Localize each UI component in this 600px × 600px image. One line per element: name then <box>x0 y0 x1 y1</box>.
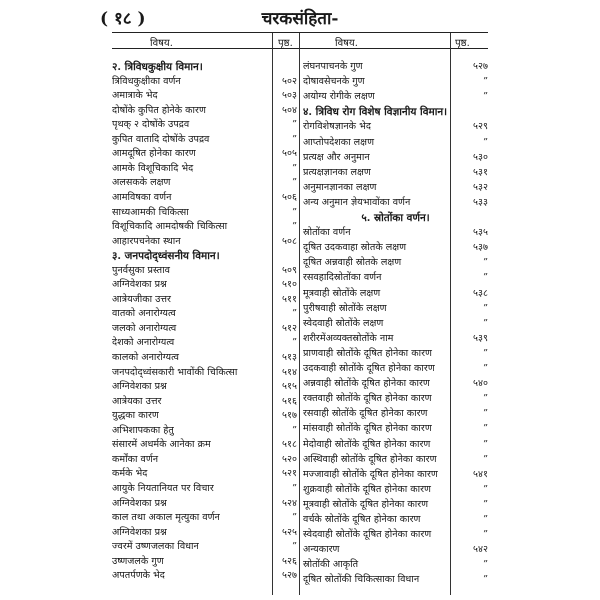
entry-page-number: ५१२ <box>282 322 297 334</box>
entry-subject: वर्चके स्रोतोंके दूषित होनेका कारण <box>303 514 421 525</box>
entry-subject: मज्जावाही स्रोतोंके दूषित होनेका कारण <box>303 468 438 480</box>
entry-subject: मूत्रवाही स्रोतोंके दूषित होनेका कारण <box>303 498 429 510</box>
entry-page-number: ” <box>483 514 488 525</box>
entry-subject: आहारपचनेका स्थान <box>112 235 181 247</box>
entry-page-number: ५२७ <box>282 570 297 582</box>
index-entry <box>112 176 297 190</box>
entry-subject: उष्णजलके गुण <box>112 555 164 567</box>
entry-subject: स्रोतोंका वर्णन <box>303 227 351 239</box>
entry-page-number: ५२७ <box>473 61 488 72</box>
entry-page-number: ५४० <box>473 378 488 390</box>
section-title: ५. स्रोतोंका वर्णन। <box>361 212 430 224</box>
entry-subject: पुनर्वसुका प्रस्ताव <box>112 264 170 276</box>
entry-subject: दूषित अन्नवाही स्रोतके लक्षण <box>303 257 402 269</box>
entry-subject: काल तथा अकाल मृत्युका वर्णन <box>112 512 220 524</box>
entry-subject: आमदूषित होनेका कारण <box>112 148 196 160</box>
header-rule-top <box>112 32 488 33</box>
running-title: चरकसंहिता- <box>261 9 339 29</box>
entry-subject: अग्निवेशका प्रश्न <box>112 497 167 509</box>
entry-page-number: ” <box>483 423 488 435</box>
entry-page-number: ५३३ <box>473 196 488 208</box>
entry-page-number: ५०८ <box>282 235 297 247</box>
entry-page-number: ५१७ <box>282 410 297 422</box>
index-entry <box>112 395 297 409</box>
index-entry <box>303 347 488 361</box>
index-entry <box>112 322 297 336</box>
entry-page-number: ५४२ <box>473 544 488 556</box>
entry-page-number: ५२९ <box>473 121 488 133</box>
entry-page-number: ” <box>483 76 488 88</box>
entry-subject: अपतर्पणके भेद <box>112 570 165 582</box>
index-entry <box>112 89 297 103</box>
entry-page-number: ५३० <box>473 151 488 163</box>
index-entry <box>303 422 488 436</box>
entry-page-number: ५११ <box>282 293 297 305</box>
index-entry <box>303 407 488 421</box>
section-heading <box>303 105 488 119</box>
entry-page-number: ” <box>483 91 488 103</box>
index-entry <box>303 60 488 74</box>
index-entry <box>303 196 488 210</box>
index-entry <box>303 181 488 195</box>
entry-page-number: ५३९ <box>473 332 488 344</box>
index-entry <box>112 75 297 89</box>
index-entry <box>112 293 297 307</box>
section-heading <box>112 60 297 74</box>
entry-page-number: ” <box>483 363 488 374</box>
entry-subject: अयोग्य रोगीके लक्षण <box>303 91 375 103</box>
entry-page-number: ” <box>292 133 297 145</box>
entry-page-number: ५०५ <box>282 148 297 160</box>
entry-subject: स्वेदवाही स्रोतोंके लक्षण <box>303 317 384 329</box>
index-entry <box>112 336 297 350</box>
index-entry <box>112 438 297 452</box>
entry-page-number: ५२१ <box>282 468 297 480</box>
entry-subject: स्रोतोंकी आकृति <box>303 559 359 571</box>
entry-subject: मांसवाही स्रोतोंके दूषित होनेका कारण <box>303 423 432 435</box>
entry-page-number: ५३७ <box>473 242 488 254</box>
entry-subject: प्रत्यक्ष और अनुमान <box>303 151 370 163</box>
entry-page-number: ” <box>292 424 297 436</box>
entry-subject: दूषित उदकवाहा स्रोतके लक्षण <box>303 242 407 254</box>
index-entry <box>112 569 297 583</box>
entry-subject: दूषित स्रोतोंकी चिकित्साका विधान <box>303 574 420 586</box>
index-entry <box>112 220 297 234</box>
entry-page-number: ५०४ <box>282 104 297 116</box>
index-entry <box>303 317 488 331</box>
entry-page-number: ५०९ <box>282 264 297 276</box>
index-entry <box>112 104 297 118</box>
entry-page-number: ” <box>483 347 488 359</box>
entry-subject: उदकवाही स्रोतोंके दूषित होनेका कारण <box>303 363 435 374</box>
index-entry <box>303 271 488 285</box>
entry-page-number: ५१३ <box>282 352 297 363</box>
page-number: ( १८ ) <box>100 9 146 29</box>
entry-subject: युद्धका कारण <box>112 410 159 422</box>
entry-subject: देशको अनारोग्यत्व <box>112 337 175 349</box>
entry-page-number: ” <box>483 302 488 314</box>
index-entry <box>303 558 488 572</box>
entry-page-number: ” <box>292 206 297 218</box>
entry-page-number: ” <box>292 482 297 494</box>
entry-page-number: ” <box>292 512 297 524</box>
entry-page-number: ५०६ <box>282 191 297 203</box>
entry-subject: रसवाही स्रोतोंके दूषित होनेका कारण <box>303 408 428 420</box>
entry-subject: जलको अनारोग्यत्व <box>112 322 177 334</box>
entry-page-number: ” <box>483 574 488 586</box>
entry-subject: अन्य अनुमान ज्ञेयभावोंका वर्णन <box>303 196 411 208</box>
entry-page-number: ५३८ <box>473 287 488 299</box>
index-entry <box>112 380 297 394</box>
entry-page-number: ५२४ <box>282 497 297 509</box>
entry-page-number: ” <box>292 221 297 233</box>
section-title: ३. जनपदोद्ध्वंसनीय विमान। <box>112 250 220 263</box>
entry-subject: विशूचिकादि आमदोषकी चिकित्सा <box>112 221 228 233</box>
index-entry <box>112 366 297 380</box>
index-entry <box>303 241 488 255</box>
entry-subject: मूत्रवाही स्रोतोंके लक्षण <box>303 287 381 299</box>
entry-subject: शरीरमेंअव्यक्तस्रोतोंके नाम <box>303 332 394 344</box>
entry-page-number: ” <box>292 541 297 553</box>
section-title: ४. त्रिविध रोग विशेष विज्ञानीय विमान। <box>303 106 448 119</box>
entry-subject: वातको अनारोग्यत्व <box>112 308 176 320</box>
index-entry <box>112 540 297 554</box>
index-entry <box>303 362 488 376</box>
entry-page-number: ५२० <box>282 453 297 465</box>
entry-subject: अलसकके लक्षण <box>112 177 171 189</box>
entry-subject: आत्रेयजीका उत्तर <box>112 293 171 305</box>
index-entry <box>112 191 297 205</box>
entry-subject: अनुमानज्ञानका लक्षण <box>303 181 377 193</box>
entry-page-number: ५०३ <box>282 90 297 102</box>
entry-subject: रोगविशेषज्ञानके भेद <box>303 121 371 133</box>
entry-page-number: ५४१ <box>473 468 488 480</box>
entry-subject: पुरीषवाही स्रोतोंके लक्षण <box>303 302 387 314</box>
right-subject-heading: विषय. <box>335 38 358 49</box>
entry-page-number: ५२५ <box>282 526 297 538</box>
index-entry <box>303 75 488 89</box>
index-entry <box>303 528 488 542</box>
section-heading <box>303 211 488 225</box>
entry-subject: आमविषका वर्णन <box>112 191 172 203</box>
entry-subject: पृथक् २ दोषोंके उपद्रव <box>112 119 190 131</box>
left-page-heading: पृष्ठ. <box>278 38 293 49</box>
entry-subject: दोषोंके कुपित होनेके कारण <box>112 104 206 116</box>
index-entry <box>303 90 488 104</box>
page-header <box>0 4 600 30</box>
entry-subject: अमात्राके भेद <box>112 90 158 102</box>
index-entry <box>112 511 297 525</box>
entry-subject: शुक्रवाही स्रोतोंके दूषित होनेका कारण <box>303 483 431 495</box>
index-entry <box>112 497 297 511</box>
entry-page-number: ” <box>292 337 297 349</box>
entry-page-number: ५२६ <box>282 555 297 567</box>
entry-page-number: ५३२ <box>473 181 488 193</box>
entry-page-number: ५१४ <box>282 366 297 378</box>
index-entry <box>112 453 297 467</box>
left-subject-heading: विषय. <box>150 38 173 49</box>
entry-page-number: ५१८ <box>282 439 297 451</box>
index-entry <box>112 351 297 365</box>
entry-subject: संसारमें अधर्मके आनेका क्रम <box>112 439 211 451</box>
entry-subject: अग्निवेशका प्रश्न <box>112 381 167 393</box>
index-entry <box>303 287 488 301</box>
index-entry <box>112 409 297 423</box>
index-entry <box>303 468 488 482</box>
index-entry <box>112 424 297 438</box>
entry-page-number: ” <box>292 177 297 189</box>
entry-subject: त्रिविधकुक्षीका वर्णन <box>112 75 181 87</box>
entry-subject: साध्यआमकी चिकित्सा <box>112 206 189 218</box>
index-entry <box>303 151 488 165</box>
index-entry <box>112 206 297 220</box>
entry-subject: रसवहादिस्रोतोंका वर्णन <box>303 272 382 284</box>
entry-page-number: ” <box>483 272 488 284</box>
right-page-heading: पृष्ठ. <box>455 38 470 49</box>
entry-subject: प्राणवाही स्रोतोंके दूषित होनेका कारण <box>303 347 432 359</box>
section-heading <box>112 249 297 263</box>
index-entry <box>112 526 297 540</box>
index-entry <box>303 483 488 497</box>
center-divider <box>299 33 300 595</box>
entry-page-number: ” <box>483 438 488 450</box>
index-entry <box>303 302 488 316</box>
entry-subject: जनपदोद्ध्वंसकारी भावोंकी चिकित्सा <box>112 366 238 378</box>
entry-page-number: ” <box>292 162 297 174</box>
index-entry <box>112 307 297 321</box>
entry-subject: रक्तवाही स्रोतोंके दूषित होनेका कारण <box>303 393 432 405</box>
entry-subject: अन्यकारण <box>303 544 340 556</box>
entry-page-number: ” <box>292 308 297 320</box>
index-entry <box>112 264 297 278</box>
entry-page-number: ” <box>483 317 488 329</box>
entry-subject: आयुके नियतानियत पर विचार <box>112 482 214 494</box>
entry-subject: आमके विशूचिकादि भेद <box>112 162 194 174</box>
section-title: २. त्रिविधकुक्षीय विमान। <box>112 61 203 73</box>
entry-page-number: ” <box>483 559 488 571</box>
index-entry <box>112 162 297 176</box>
index-entry <box>303 136 488 150</box>
index-entry <box>303 498 488 512</box>
index-entry <box>112 482 297 496</box>
index-entry <box>303 332 488 346</box>
entry-page-number: ५१० <box>282 279 297 291</box>
entry-page-number: ५३१ <box>473 166 488 178</box>
entry-page-number: ” <box>483 136 488 148</box>
entry-subject: अग्निवेशका प्रश्न <box>112 526 167 538</box>
entry-subject: प्रत्यक्षज्ञानका लक्षण <box>303 166 371 178</box>
index-entry <box>303 377 488 391</box>
entry-subject: कुपित वातादि दोषोंके उपद्रव <box>112 133 210 145</box>
entry-subject: लंघनपाचनके गुण <box>303 61 363 72</box>
entry-page-number: ” <box>483 393 488 405</box>
entry-page-number: ” <box>483 408 488 420</box>
entry-page-number: ” <box>483 529 488 541</box>
entry-subject: कर्मके भेद <box>112 468 148 480</box>
index-entry <box>303 120 488 134</box>
index-entry <box>303 392 488 406</box>
entry-subject: आत्रेयका उत्तर <box>112 395 162 407</box>
index-entry <box>303 453 488 467</box>
entry-subject: मेदोवाही स्रोतोंके दूषित होनेका कारण <box>303 438 431 450</box>
entry-subject: अग्निवेशका प्रश्न <box>112 279 167 291</box>
index-entry <box>112 133 297 147</box>
index-entry <box>303 226 488 240</box>
index-entry <box>112 555 297 569</box>
entry-subject: आप्तोपदेशका लक्षण <box>303 136 375 148</box>
entry-page-number: ५०२ <box>282 75 297 87</box>
index-entry <box>112 118 297 132</box>
index-entry <box>112 278 297 292</box>
entry-page-number: ” <box>483 483 488 495</box>
index-entry <box>303 256 488 270</box>
index-entry <box>303 513 488 527</box>
entry-subject: ज्वरमें उष्णजलका विधान <box>112 541 199 553</box>
entry-page-number: ” <box>292 119 297 131</box>
entry-page-number: ” <box>483 498 488 510</box>
entry-page-number: ” <box>483 257 488 269</box>
index-entry <box>303 573 488 587</box>
entry-subject: अस्थिवाही स्रोतोंके दूषित होनेका कारण <box>303 453 437 465</box>
index-entry <box>112 235 297 249</box>
entry-subject: अभिशापकका हेतु <box>112 424 174 436</box>
entry-subject: अन्नवाही स्रोतोंके दूषित होनेका कारण <box>303 378 430 390</box>
entry-subject: कालको अनारोग्यत्व <box>112 352 179 363</box>
index-entry <box>303 543 488 557</box>
entry-page-number: ५१६ <box>282 395 297 407</box>
index-entry <box>112 147 297 161</box>
entry-page-number: ” <box>483 453 488 465</box>
index-entry <box>112 467 297 481</box>
entry-page-number: ५१५ <box>282 381 297 393</box>
entry-subject: दोषावसेचनके गुण <box>303 76 365 88</box>
index-entry <box>303 438 488 452</box>
entry-subject: स्वेदवाही स्रोतोंके दूषित होनेका कारण <box>303 529 432 541</box>
entry-page-number: ५३५ <box>473 227 488 239</box>
entry-subject: कर्मोंका वर्णन <box>112 453 159 465</box>
index-entry <box>303 166 488 180</box>
